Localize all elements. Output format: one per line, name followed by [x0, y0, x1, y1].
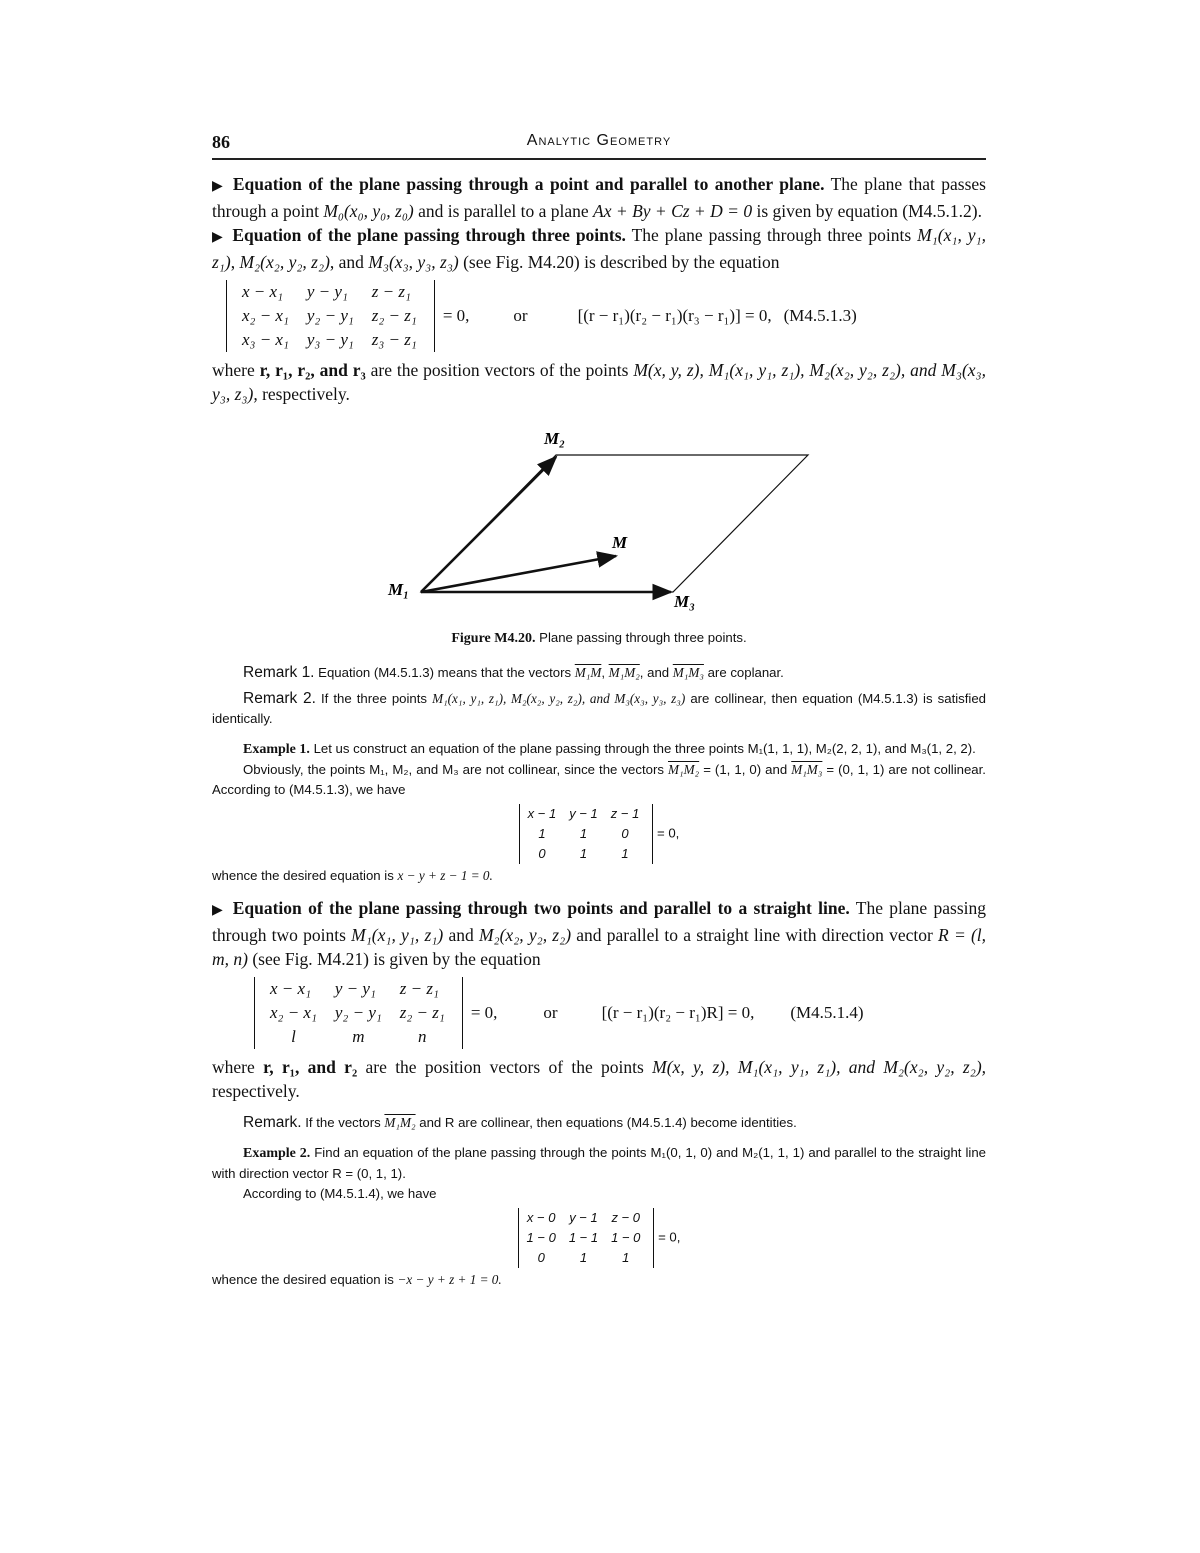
equation-number: (M4.5.1.4) [790, 1003, 864, 1022]
body-text: (see Fig. M4.20) is described by the equation [463, 252, 780, 272]
body-text: is given by equation (M4.5.1.2). [756, 201, 982, 221]
math: M₁(x₁, y₁, z₁) [212, 225, 987, 272]
vector: M₁M [574, 665, 602, 680]
remark-label: Remark 2. [243, 690, 316, 707]
example-label: Example 1. [243, 742, 310, 757]
triangle-bullet-icon: ▶ [212, 179, 225, 194]
caption-label: Figure M4.20. [451, 631, 536, 646]
or-word: or [513, 306, 528, 325]
math: x − y + z − 1 = 0. [397, 868, 493, 883]
example-2-result: whence the desired equation is −x − y + z + 1 = 0. [212, 1272, 502, 1287]
math: R = (l, m, n) [212, 925, 987, 969]
math: −x − y + z + 1 = 0. [397, 1272, 502, 1287]
vector: M₁M₂ [384, 1115, 416, 1130]
remark-1: Remark 1. Equation (M4.5.1.3) means that the vectors M₁M, M₁M₂, and M₁M₃ are coplanar. [243, 664, 784, 681]
body-text: and [338, 252, 364, 272]
math: M₂(x₂, y₂, z₂) [478, 925, 572, 945]
body-text: The plane that passes through a point [212, 174, 986, 221]
section-heading: Equation of the plane passing through two points and parallel to a straight line. [232, 898, 850, 918]
math: Ax + By + Cz + D = 0 [593, 201, 753, 221]
section-heading: Equation of the plane passing through a point and parallel to another plane. [232, 174, 825, 194]
section-plane-point-parallel [212, 172, 986, 223]
remark-label: Remark. [243, 1114, 302, 1131]
example-2-determinant [212, 1208, 986, 1268]
example-1-body: Obviously, the points M₁, M₂, and M₃ are not collinear, since the vectors M₁M₂ = (1, 1, 0) and M₁M₃ = (0, 1, 1) are not collinear. According to (M4.5.1.3), we have [212, 762, 986, 797]
vector: M₁M₃ [791, 762, 823, 777]
remark-3: Remark. If the vectors M₁M₂ and R are collinear, then equations (M4.5.1.4) become identities. [243, 1114, 797, 1131]
where-paragraph-2: where r, r₁, and r₂ are the position vectors of the points M(x, y, z), M₁(x₁, y₁, z₁), and M₂(x₂, y₂, z₂), respectively. [212, 1057, 987, 1101]
triangle-bullet-icon: ▶ [212, 903, 225, 918]
section-plane-two-points-line: ▶ Equation of the plane passing through two points and parallel to a straight line. The plane passing through two points M₁(x₁, y₁, z₁) and M₂(x₂, y₂, z₂) and parallel to a straight line with direction vector R = (l, m, n) (see Fig. M4.21) is given by the equation [212, 898, 987, 969]
example-2-body: According to (M4.5.1.4), we have [243, 1186, 437, 1201]
determinant: x − x₁ y − y₁ z − z₁ x₂ − x₁ y₂ − y₁ z₂ − z₁ l m n [254, 977, 463, 1049]
page [212, 128, 986, 1290]
remark-label: Remark 1. [243, 664, 315, 681]
equation-number: (M4.5.1.3) [783, 306, 857, 325]
vector: M₁M₂ [668, 762, 700, 777]
equation-m4-5-1-3 [226, 280, 986, 352]
running-header [212, 128, 986, 160]
math: M₀(x₀, y₀, z₀) [323, 201, 414, 221]
page-number: 86 [212, 132, 230, 152]
or-word: or [543, 1003, 558, 1022]
where-paragraph: where r, r₁, r₂, and r₃ are the position vectors of the points M(x, y, z), M₁(x₁, y₁, z₁), M₂(x₂, y₂, z₂), and M₃(x₃, y₃, z₃), respectively. [212, 360, 986, 404]
determinant: x − 0 y − 1 z − 0 1 − 0 1 − 1 1 − 0 0 1 1 [518, 1208, 655, 1268]
math: M(x, y, z), M₁(x₁, y₁, z₁), M₂(x₂, y₂, z₂), and M₃(x₃, y₃, z₃), [212, 360, 986, 404]
figure-m4-20 [212, 410, 986, 630]
position-vectors: r, r₁, and r₂ [263, 1057, 358, 1077]
math: M₁(x₁, y₁, z₁), M₂(x₂, y₂, z₂), and M₃(x₃, y₃, z₃) [432, 691, 686, 706]
equals-zero: = 0, [470, 1003, 498, 1022]
math: M(x, y, z), M₁(x₁, y₁, z₁), and M₂(x₂, y₂, z₂), [652, 1057, 987, 1077]
remark-2: Remark 2. If the three points M₁(x₁, y₁, z₁), M₂(x₂, y₂, z₂), and M₃(x₃, y₃, z₃) are collinear, then equation (M4.5.1.3) is satisfied identically. [212, 690, 987, 726]
figure-caption [212, 628, 986, 649]
label-m3: M₃ [674, 592, 696, 611]
example-1-determinant [212, 804, 986, 864]
section-heading: Equation of the plane passing through three points. [232, 225, 626, 245]
position-vectors: r, r₁, r₂, and r₃ [259, 360, 366, 380]
plane-diagram [212, 410, 986, 630]
example-2: Example 2. Find an equation of the plane passing through the points M₁(0, 1, 0) and M₂(1, 1, 1) and parallel to the straight line with direction vector R = (0, 1, 1). [212, 1145, 986, 1181]
label-m1: M₁ [388, 580, 410, 599]
math: M₃(x₃, y₃, z₃) [368, 252, 459, 272]
label-m: M [612, 533, 628, 552]
triangle-bullet-icon: ▶ [212, 230, 225, 245]
vector-form: [(r − r₁)(r₂ − r₁)R] = 0, [601, 1003, 755, 1022]
example-1-result: whence the desired equation is x − y + z − 1 = 0. [212, 868, 493, 883]
equals-zero: = 0, [656, 825, 680, 841]
vector: M₁M₃ [672, 665, 704, 680]
caption-text: Plane passing through three points. [539, 630, 747, 645]
running-title: Analytic Geometry [526, 132, 672, 149]
section-plane-three-points: ▶ Equation of the plane passing through three points. The plane passing through three points M₁(x₁, y₁, z₁), M₂(x₂, y₂, z₂), and M₃(x₃, y₃, z₃) (see Fig. M4.20) is described by the equation [212, 225, 987, 272]
example-1: Example 1. Let us construct an equation of the plane passing through the three points M₁(1, 1, 1), M₂(2, 2, 1), and M₃(1, 2, 2). [243, 741, 976, 757]
example-label: Example 2. [243, 1146, 311, 1161]
math: M₁(x₁, y₁, z₁) [351, 925, 444, 945]
equation-m4-5-1-4 [254, 977, 986, 1049]
determinant: x − x₁ y − y₁ z − z₁ x₂ − x₁ y₂ − y₁ z₂ − z₁ x₃ − x₁ y₃ − y₁ z₃ − z₁ [226, 280, 435, 352]
equals-zero: = 0, [658, 1229, 681, 1245]
body-text: The plane passing through three points [631, 225, 912, 245]
vector-form: [(r − r₁)(r₂ − r₁)(r₃ − r₁)] = 0, [577, 306, 772, 325]
plane-parallelogram [421, 455, 808, 592]
label-m2: M₂ [544, 429, 566, 448]
determinant: x − 1 y − 1 z − 1 1 1 0 0 1 1 [519, 804, 654, 864]
body-text: and is parallel to a plane [418, 201, 589, 221]
equals-zero: = 0, [442, 306, 470, 325]
vector: M₁M₂ [608, 665, 640, 680]
math: M₂(x₂, y₂, z₂) [239, 252, 330, 272]
